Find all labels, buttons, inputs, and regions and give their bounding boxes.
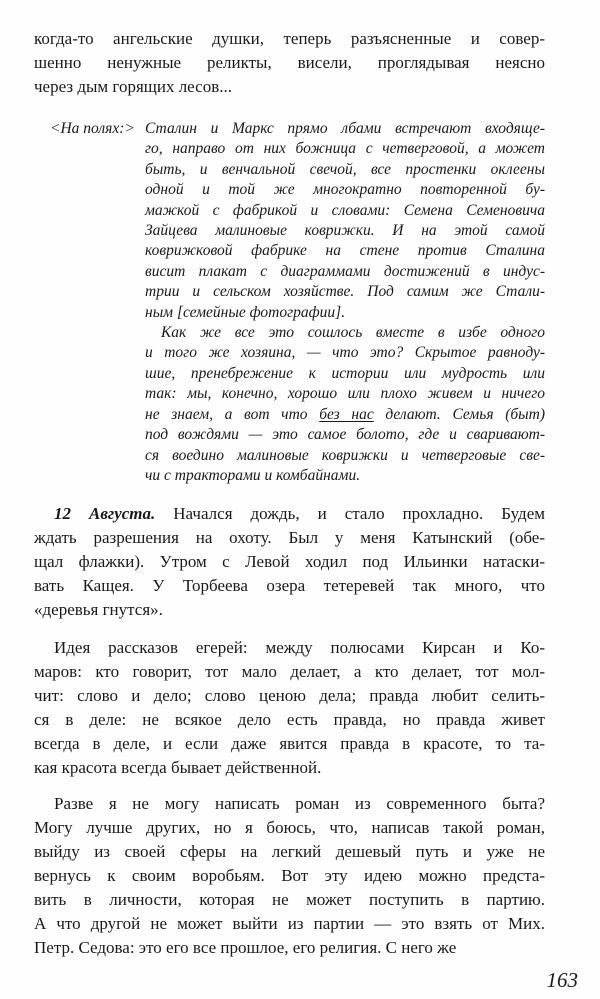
text-line: «деревья гнутся». xyxy=(34,600,163,620)
diary-paragraph-idea xyxy=(34,636,545,780)
text-line: щал флажки). Утром с Левой ходил под Ильинки натаски- xyxy=(34,552,545,572)
text-line: маров: кто говорит, тот мало делает, а кто делает, тот мол- xyxy=(34,662,545,682)
text-line: шенно ненужные реликты, висели, проглядывая неясно xyxy=(34,53,545,72)
margin-note-paragraph-2 xyxy=(145,323,545,486)
text-line: Идея рассказов егерей: между полюсами Кирсан и Ко- xyxy=(54,638,545,658)
text-line: Зайцева малиновые коврижки. И на этой самой xyxy=(145,222,545,240)
margin-note-paragraph-1 xyxy=(145,119,545,323)
page-number: 163 xyxy=(546,968,578,992)
text-line: одной и той же многократно повторенной бу- xyxy=(145,181,545,199)
text-line: под вождями — это самое болото, где и сваривают- xyxy=(145,426,545,444)
text-line: вать Кащея. У Торбеева озера тетеревей так много, что xyxy=(34,576,545,596)
text-line: ным [семейные фотографии]. xyxy=(145,303,346,321)
text-line: и того же хозяина, — что это? Скрытое равноду- xyxy=(145,344,545,362)
text-line: кая красота всегда бывает действенной. xyxy=(34,758,322,778)
text-line: ся в деле: не всякое дело есть правда, но правда живет xyxy=(34,710,545,730)
text-line: Петр. Седова: это его все прошлое, его религия. С него же xyxy=(34,938,457,958)
text-line: выйду из своей сферы на легкий дешевый путь и уже не xyxy=(34,842,545,862)
text-line: чи с тракторами и комбайнами. xyxy=(145,466,361,484)
date-lead: 12 Августа. xyxy=(54,504,156,524)
diary-paragraph-novel xyxy=(34,792,545,960)
paragraph-opening xyxy=(34,27,545,99)
diary-paragraph-august-12 xyxy=(34,502,545,622)
text-line: А что другой не может выйти из партии — это взять от Мих. xyxy=(34,914,545,934)
text-line: так: мы, конечно, хорошо или плохо живем и ничего xyxy=(145,385,545,403)
text-line: 12 Августа. Начался дождь, и стало прохладно. Будем xyxy=(54,504,545,524)
text-line: шие, пренебрежение к истории или мудрость или xyxy=(145,364,545,382)
text-line: всегда в деле, и если даже явится правда в красоте, то та- xyxy=(34,734,545,754)
text-line: мажкой с фабрикой и словами: Семена Семеновича xyxy=(145,201,545,219)
text-line: когда-то ангельские душки, теперь разъясненные и совер- xyxy=(34,29,545,48)
text-line: чит: слово и дело; слово ценою дела; правда любит селить- xyxy=(34,686,545,706)
text-line: Могу лучше других, но я боюсь, что, написав такой роман, xyxy=(34,818,545,838)
margin-note-block xyxy=(34,119,545,486)
text-line: быть, и венчальной свечой, все простенки оклеены xyxy=(145,160,545,178)
text-line: коврижковой фабрике на стене против Сталина xyxy=(145,242,545,260)
text-line: Сталин и Маркс прямо лбами встречают входяще- xyxy=(145,120,545,137)
text-line: висит плакат с диаграммами достижений в индус- xyxy=(145,262,545,280)
text-line: ждать разрешения на охоту. Был у меня Катынский (обе- xyxy=(34,528,545,548)
text-line: Как же все это сошлось вместе в избе одного xyxy=(161,324,545,342)
margin-note-text xyxy=(145,119,545,486)
text-line: через дым горящих лесов... xyxy=(34,77,232,96)
text-line: трии и сельском хозяйстве. Под самим же Стали- xyxy=(145,283,545,301)
margin-note-label: <На полях:> xyxy=(50,120,135,137)
text-line: Разве я не могу написать роман из современного быта? xyxy=(54,794,545,814)
text-line: вернусь к своим воробьям. Вот эту идею можно предста- xyxy=(34,866,545,886)
text-line: вить в личности, которая не может поступить в партию. xyxy=(34,890,545,910)
text-line: не знаем, а вот что без нас делают. Семья (быт) xyxy=(145,405,546,423)
text-line: ся воедино малиновые коврижки и четверговые све- xyxy=(145,446,545,464)
text-line: го, направо от них божница с четверговой, а может xyxy=(145,140,545,158)
underlined-phrase: без нас xyxy=(319,405,374,423)
